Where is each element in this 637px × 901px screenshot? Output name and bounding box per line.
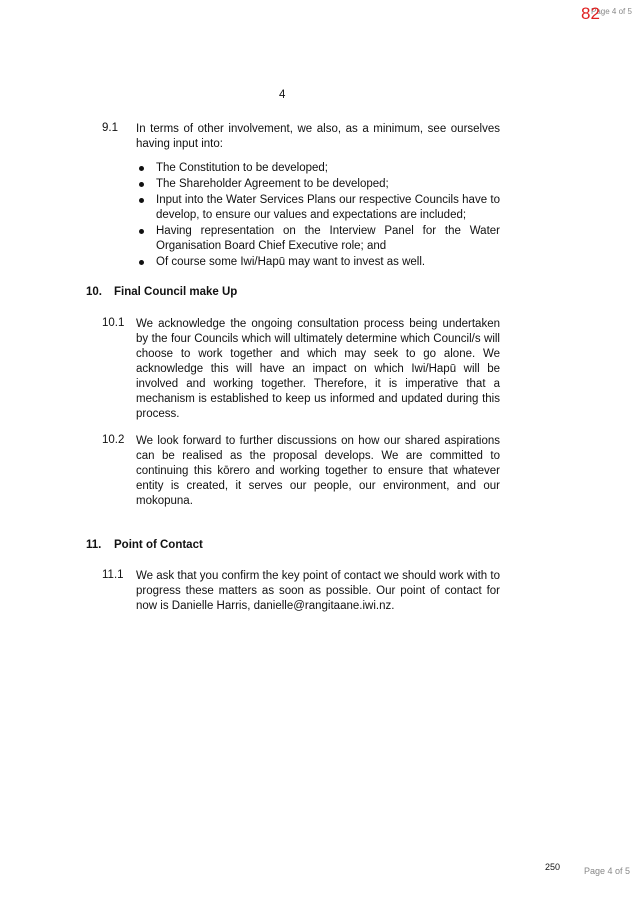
list-item: Input into the Water Services Plans our respective Councils have to develop, to ensure our values and expectations are included; — [136, 193, 500, 223]
paragraph-text: We ask that you confirm the key point of contact we should work with to progress these matters as soon as possible. Our point of contact for now is Danielle Harris, danielle@rangitaane.iwi.nz. — [136, 570, 500, 612]
list-item: The Shareholder Agreement to be developed; — [136, 177, 500, 192]
paragraph-text: In terms of other involvement, we also, as a minimum, see ourselves having input into: — [136, 123, 500, 150]
paragraph-text: We look forward to further discussions on how our shared aspirations can be realised as the proposal develops. We are committed to continuing this kōrero and working together to ensure that whatever entity is created, it serves our people, our environment, and our mokopuna. — [136, 435, 500, 507]
paragraph-number: 9.1 — [102, 122, 118, 134]
bullet-list — [136, 161, 500, 270]
list-item: Having representation on the Interview Panel for the Water Organisation Board Chief Executive role; and — [136, 224, 500, 254]
section-9-1 — [102, 122, 500, 271]
section-11-heading — [86, 539, 506, 551]
paragraph-number: 11.1 — [102, 569, 124, 581]
list-item: The Constitution to be developed; — [136, 161, 500, 176]
paragraph-number: 10.2 — [102, 434, 125, 446]
bullet-icon — [139, 260, 144, 265]
paragraph-text: We acknowledge the ongoing consultation process being undertaken by the four Councils which will ultimately determine which Council/s will choose to work together and which may seek to go alone. We acknowledge this will have an impact on which Iwi/Hapū will be involved and working together. Therefore, it is imperative that a mechanism is established to keep us informed and updated during this process. — [136, 318, 500, 420]
bullet-icon — [139, 182, 144, 187]
heading-text: Final Council make Up — [114, 286, 238, 298]
bullet-icon — [139, 198, 144, 203]
paragraph-11-1 — [102, 569, 500, 614]
paragraph-10-2 — [102, 434, 500, 509]
header-page-indicator: Page 4 of 5 — [591, 7, 632, 16]
list-item: Of course some Iwi/Hapū may want to invest as well. — [136, 255, 500, 270]
paragraph-number: 10.1 — [102, 317, 125, 329]
bullet-icon — [139, 166, 144, 171]
footer-page-indicator: Page 4 of 5 — [584, 866, 631, 876]
section-10-heading — [86, 286, 506, 298]
bullet-icon — [139, 229, 144, 234]
heading-number: 10. — [86, 286, 102, 298]
footer-document-number: 250 — [545, 862, 561, 872]
page-number: 4 — [279, 89, 286, 101]
heading-number: 11. — [86, 539, 102, 551]
header-page-stamp: 82 — [581, 4, 600, 23]
heading-text: Point of Contact — [114, 539, 203, 551]
paragraph-10-1 — [102, 317, 500, 422]
